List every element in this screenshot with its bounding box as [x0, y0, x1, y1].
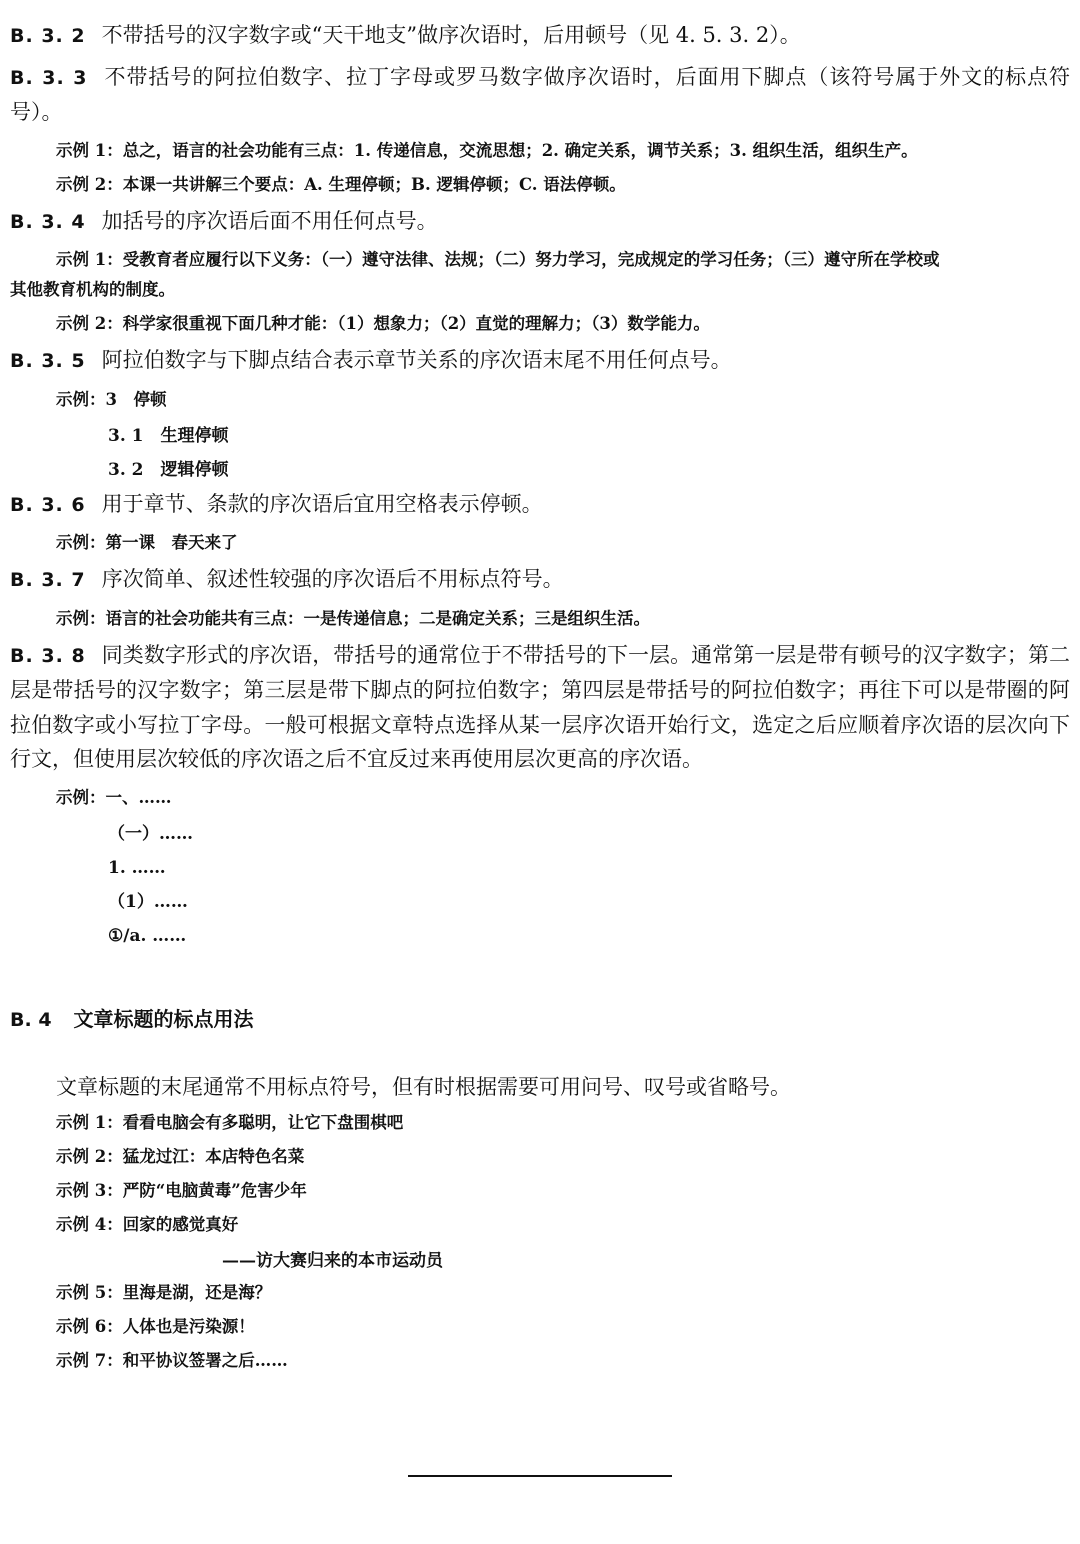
example-sub-line: 3. 2 逻辑停顿: [108, 459, 229, 480]
clause-number: B. 3. 2: [10, 25, 86, 47]
example-line: 示例：第一课 春天来了: [56, 533, 238, 552]
example-line: 示例 2：猛龙过江：本店特色名菜: [56, 1146, 305, 1166]
example-line: 示例 2：本课一共讲解三个要点：A. 生理停顿；B. 逻辑停顿；C. 语法停顿。: [56, 174, 626, 194]
clause-text: 序次简单、叙述性较强的序次语后不用标点符号。: [101, 567, 564, 591]
example-line: 示例 6：人体也是污染源！: [56, 1316, 255, 1336]
example-subtitle-line: ——访大赛归来的本市运动员: [222, 1250, 443, 1271]
example-line: 示例：语言的社会功能共有三点：一是传递信息；二是确定关系；三是组织生活。: [56, 608, 650, 628]
example-level-line: ①/a. ……: [108, 925, 187, 946]
example-line: 示例：一、……: [56, 787, 172, 807]
example-level-line: （1）……: [108, 891, 188, 912]
end-rule: [408, 1475, 672, 1477]
clause-text: 用于章节、条款的序次语后宜用空格表示停顿。: [101, 491, 543, 516]
example-line: 示例：3 停顿: [56, 389, 167, 409]
example-line: 示例 1：总之，语言的社会功能有三点：1. 传递信息，交流思想；2. 确定关系，调节关系；3. 组织生活，组织生产。: [56, 140, 918, 160]
clause-b335: [10, 343, 1070, 379]
clause-b333: [10, 60, 1070, 130]
section-heading-b4: [10, 1003, 1070, 1032]
example-level-line: （一）……: [108, 823, 193, 844]
clause-text: 不带括号的阿拉伯数字、拉丁字母或罗马数字做序次语时，后面用下脚点（该符号属于外文的标点符号）。: [10, 64, 1071, 124]
example-line: 示例 4：回家的感觉真好: [56, 1214, 239, 1234]
example-line: 示例 3：严防“电脑黄毒”危害少年: [56, 1180, 307, 1200]
clause-b338: [10, 638, 1070, 777]
section-paragraph: 文章标题的末尾通常不用标点符号，但有时根据需要可用问号、叹号或省略号。: [56, 1074, 791, 1099]
clause-text: 加括号的序次语后面不用任何点号。: [101, 208, 438, 233]
clause-number: B. 3. 7: [10, 569, 86, 591]
example-sub-line: 3. 1 生理停顿: [108, 425, 229, 446]
example-line: 示例 2：科学家很重视下面几种才能：（1）想象力；（2）直觉的理解力；（3）数学能力。: [56, 314, 710, 333]
example-line: 其他教育机构的制度。: [10, 280, 175, 299]
clause-b332: [10, 18, 1070, 54]
example-line: 示例 1：看看电脑会有多聪明，让它下盘围棋吧: [56, 1112, 404, 1132]
example-line: 示例 5：里海是湖，还是海？: [56, 1282, 272, 1302]
example-level-line: 1. ……: [108, 857, 166, 878]
clause-text: 阿拉伯数字与下脚点结合表示章节关系的序次语末尾不用任何点号。: [101, 348, 732, 372]
example-block: [10, 245, 1070, 305]
clause-text: 同类数字形式的序次语，带括号的通常位于不带括号的下一层。通常第一层是带有顿号的汉字数字；第二层是带括号的汉字数字；第三层是带下脚点的阿拉伯数字；第四层是带括号的阿拉伯数字；再往下可以是带圈的阿拉伯数字或小写拉丁字母。一般可根据文章特点选择从某一层序次语开始行文，选定之后应顺着序次语的层次向下行文，但使用层次较低的序次语之后不宜反过来再使用层次更高的序次语。: [10, 642, 1071, 771]
clause-number: B. 3. 6: [10, 493, 86, 516]
example-line: 示例 1：受教育者应履行以下义务：（一）遵守法律、法规；（二）努力学习，完成规定的学习任务；（三）遵守所在学校或: [56, 250, 940, 269]
section-title: 文章标题的标点用法: [73, 1006, 254, 1031]
clause-b337: [10, 562, 1070, 598]
clause-number: B. 3. 5: [10, 350, 86, 372]
section-number: B. 4: [10, 1008, 52, 1031]
clause-number: B. 3. 3: [10, 66, 88, 89]
clause-b336: [10, 487, 1070, 523]
clause-text: 不带括号的汉字数字或“天干地支”做序次语时，后用顿号（见 4. 5. 3. 2）。: [101, 23, 801, 47]
clause-number: B. 3. 8: [10, 644, 86, 667]
clause-b334: [10, 204, 1070, 240]
example-line: 示例 7：和平协议签署之后……: [56, 1350, 288, 1370]
clause-number: B. 3. 4: [10, 210, 86, 233]
